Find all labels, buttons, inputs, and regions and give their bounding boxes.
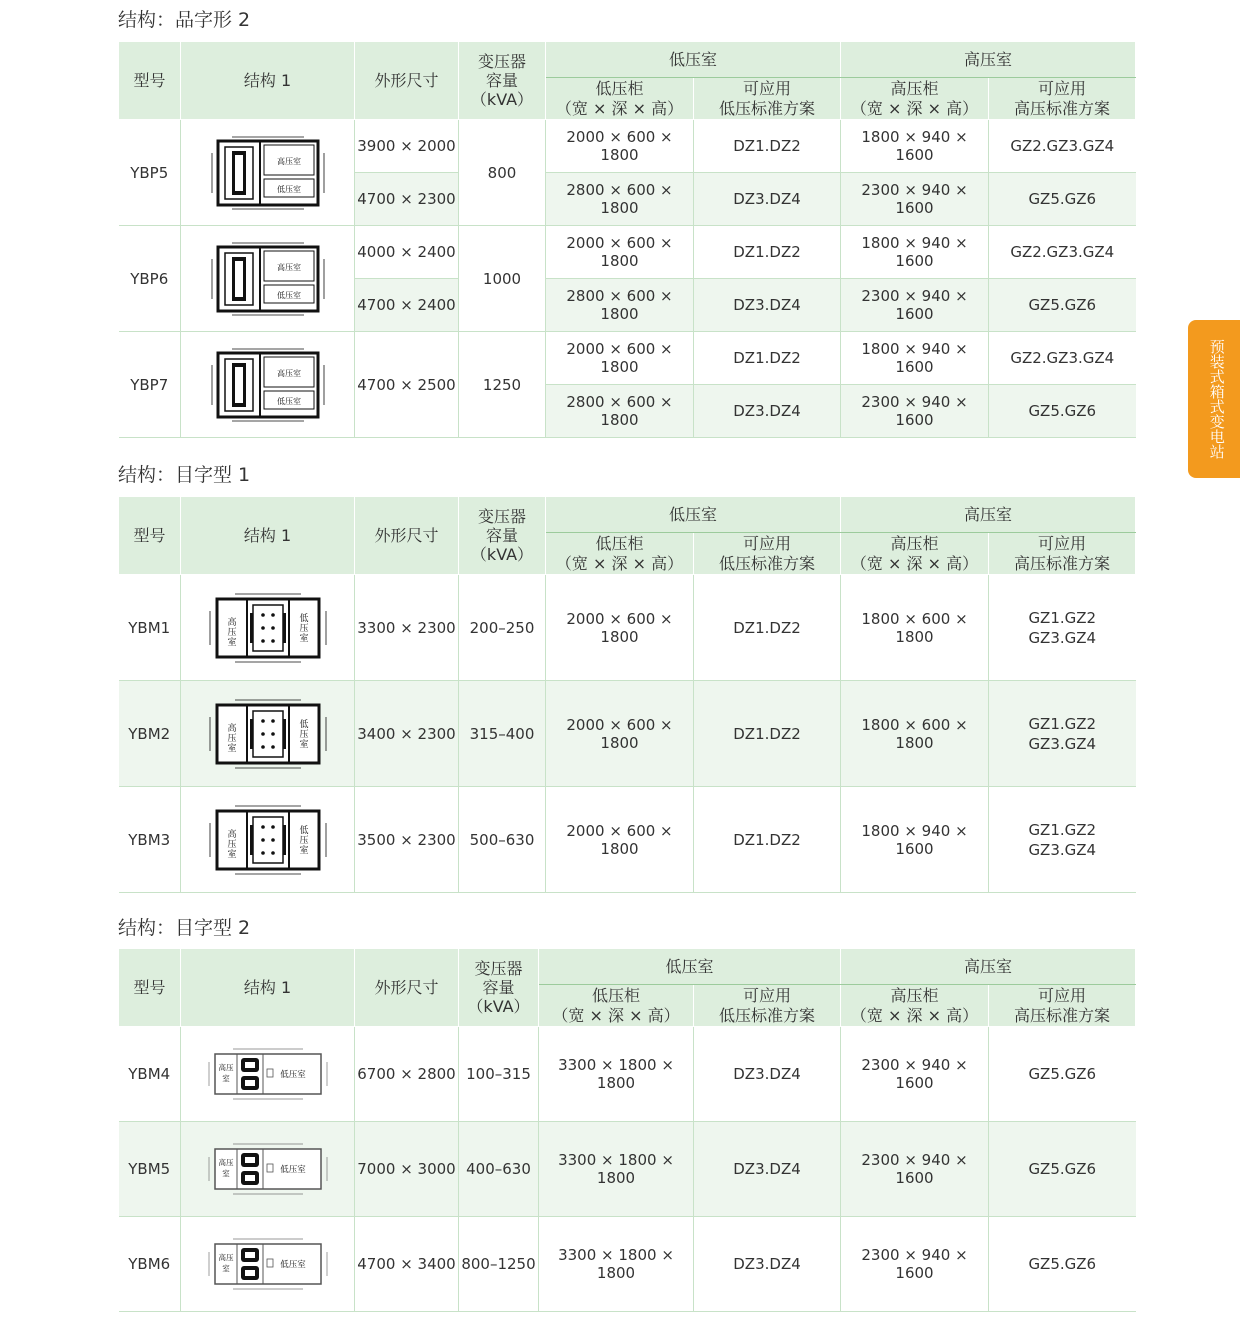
capacity-cell: 100–315 [459,1027,539,1122]
high-cabinet-cell: 2300 × 940 × 1600 [841,1027,989,1122]
low-room-text: 低压室 [276,184,301,194]
dimension-cell: 4700 × 2300 [355,173,459,226]
high-cabinet-cell: 2300 × 940 × 1600 [841,173,989,226]
structure-diagram-cell [181,120,355,226]
low-cabinet-cell: 2000 × 600 × 1800 [546,120,694,173]
model-cell: YBM3 [119,787,181,893]
svg-text:高: 高 [226,829,237,840]
high-plan-cell: GZ1.GZ2 GZ3.GZ4 [989,575,1136,681]
dimension-cell: 3500 × 2300 [355,787,459,893]
low-plan-cell: DZ1.DZ2 [694,681,841,787]
high-plan-cell: GZ5.GZ6 [989,1122,1136,1217]
high-cabinet-cell: 1800 × 600 × 1800 [841,575,989,681]
header-low-plan: 可应用 低压标准方案 [694,985,841,1027]
svg-text:压: 压 [298,623,309,634]
high-cabinet-cell: 1800 × 940 × 1600 [841,332,989,385]
low-room-text: 低压室 [276,290,301,300]
high-room-text: 高压室 [276,368,301,378]
svg-text:高压: 高压 [218,1158,233,1167]
svg-text:室: 室 [226,849,237,860]
high-plan-cell: GZ1.GZ2 GZ3.GZ4 [989,681,1136,787]
svg-text:室: 室 [221,1264,230,1273]
structure-diagram-cell [181,787,355,893]
mu-layout-diagram [205,591,331,665]
model-cell: YBM1 [119,575,181,681]
low-cabinet-cell: 2000 × 600 × 1800 [546,226,694,279]
header-structure: 结构 1 [181,949,355,1027]
model-cell: YBP6 [119,226,181,332]
high-plan-cell: GZ5.GZ6 [989,1027,1136,1122]
low-plan-cell: DZ1.DZ2 [694,226,841,279]
low-cabinet-cell: 3300 × 1800 × 1800 [539,1027,694,1122]
capacity-cell: 315–400 [459,681,546,787]
svg-text:室: 室 [221,1074,230,1083]
svg-text:高: 高 [226,723,237,734]
dimension-cell: 4000 × 2400 [355,226,459,279]
low-plan-cell: DZ3.DZ4 [694,1122,841,1217]
header-structure: 结构 1 [181,497,355,575]
svg-text:室: 室 [298,739,309,750]
capacity-cell: 200–250 [459,575,546,681]
svg-text:压: 压 [226,733,237,744]
low-cabinet-cell: 2000 × 600 × 1800 [546,332,694,385]
structure-diagram-cell [181,681,355,787]
svg-text:室: 室 [298,633,309,644]
low-cabinet-cell: 2000 × 600 × 1800 [546,575,694,681]
high-cabinet-cell: 1800 × 600 × 1800 [841,681,989,787]
low-room-text: 低压室 [276,396,301,406]
high-plan-cell: GZ2.GZ3.GZ4 [989,226,1136,279]
high-plan-cell: GZ5.GZ6 [989,279,1136,332]
header-high-cabinet: 高压柜 （宽 × 深 × 高） [841,78,989,120]
svg-text:室: 室 [221,1169,230,1178]
table-row [119,681,1136,787]
header-dimensions: 外形尺寸 [355,497,459,575]
header-model: 型号 [119,497,181,575]
structure-diagram-cell [181,575,355,681]
header-high-plan: 可应用 高压标准方案 [989,533,1136,575]
low-cabinet-cell: 2800 × 600 × 1800 [546,385,694,438]
section-title: 结构：品字形 2 [118,9,251,31]
table-row [119,1027,1136,1122]
low-cabinet-cell: 2800 × 600 × 1800 [546,173,694,226]
structure-diagram-cell [181,1217,355,1312]
dimension-cell: 3300 × 2300 [355,575,459,681]
capacity-cell: 1000 [459,226,546,332]
header-dimensions: 外形尺寸 [355,42,459,120]
svg-text:高: 高 [226,617,237,628]
low-room-text: 低压室 [279,1165,306,1175]
high-cabinet-cell: 2300 × 940 × 1600 [841,1217,989,1312]
capacity-cell: 800 [459,120,546,226]
spec-table [118,496,1136,893]
header-low-room: 低压室 [546,497,841,533]
capacity-cell: 800–1250 [459,1217,539,1312]
svg-text:低: 低 [298,825,309,836]
header-dimensions: 外形尺寸 [355,949,459,1027]
low-plan-cell: DZ1.DZ2 [694,575,841,681]
header-high-plan: 可应用 高压标准方案 [989,78,1136,120]
low-plan-cell: DZ3.DZ4 [694,385,841,438]
header-low-plan: 可应用 低压标准方案 [694,78,841,120]
high-cabinet-cell: 2300 × 940 × 1600 [841,385,989,438]
dimension-cell: 7000 × 3000 [355,1122,459,1217]
high-cabinet-cell: 1800 × 940 × 1600 [841,226,989,279]
svg-text:压: 压 [226,839,237,850]
header-low-plan: 可应用 低压标准方案 [694,533,841,575]
header-low-cabinet: 低压柜 （宽 × 深 × 高） [546,533,694,575]
section-title: 结构：目字型 1 [118,464,251,486]
high-room-text: 高压室 [276,156,301,166]
high-plan-cell: GZ5.GZ6 [989,385,1136,438]
header-model: 型号 [119,949,181,1027]
table-row [119,1217,1136,1312]
low-cabinet-cell: 3300 × 1800 × 1800 [539,1217,694,1312]
dimension-cell: 3900 × 2000 [355,120,459,173]
svg-text:高压: 高压 [218,1253,233,1262]
header-capacity: 变压器 容量 （kVA） [459,949,539,1027]
high-room-text: 高压室 [276,262,301,272]
spec-table [118,41,1136,438]
model-cell: YBP7 [119,332,181,438]
high-cabinet-cell: 1800 × 940 × 1600 [841,120,989,173]
dimension-cell: 4700 × 3400 [355,1217,459,1312]
header-low-cabinet: 低压柜 （宽 × 深 × 高） [539,985,694,1027]
pin-layout-diagram [208,239,328,319]
low-plan-cell: DZ3.DZ4 [694,279,841,332]
svg-text:室: 室 [226,637,237,648]
header-high-cabinet: 高压柜 （宽 × 深 × 高） [841,533,989,575]
mu2-layout-diagram [205,1236,331,1292]
high-cabinet-cell: 1800 × 940 × 1600 [841,787,989,893]
low-cabinet-cell: 2800 × 600 × 1800 [546,279,694,332]
structure-diagram-cell [181,332,355,438]
header-structure: 结构 1 [181,42,355,120]
capacity-cell: 400–630 [459,1122,539,1217]
pin-layout-diagram [208,345,328,425]
low-cabinet-cell: 2000 × 600 × 1800 [546,787,694,893]
low-plan-cell: DZ3.DZ4 [694,1217,841,1312]
svg-text:压: 压 [226,627,237,638]
header-high-room: 高压室 [841,497,1136,533]
low-room-text: 低压室 [279,1260,306,1270]
low-plan-cell: DZ1.DZ2 [694,332,841,385]
header-low-room: 低压室 [539,949,841,985]
side-category-tab[interactable]: 预装式箱式变电站 [1188,320,1240,478]
mu2-layout-diagram [205,1046,331,1102]
header-low-cabinet: 低压柜 （宽 × 深 × 高） [546,78,694,120]
table-row [119,332,1136,385]
dimension-cell: 4700 × 2400 [355,279,459,332]
low-plan-cell: DZ3.DZ4 [694,173,841,226]
model-cell: YBM4 [119,1027,181,1122]
structure-diagram-cell [181,226,355,332]
pin-layout-diagram [208,133,328,213]
low-plan-cell: DZ3.DZ4 [694,1027,841,1122]
svg-text:室: 室 [226,743,237,754]
dimension-cell: 6700 × 2800 [355,1027,459,1122]
high-plan-cell: GZ2.GZ3.GZ4 [989,332,1136,385]
high-cabinet-cell: 2300 × 940 × 1600 [841,279,989,332]
high-cabinet-cell: 2300 × 940 × 1600 [841,1122,989,1217]
low-cabinet-cell: 2000 × 600 × 1800 [546,681,694,787]
svg-text:室: 室 [298,845,309,856]
table-row [119,120,1136,173]
svg-text:低: 低 [298,719,309,730]
header-capacity: 变压器 容量 （kVA） [459,42,546,120]
mu2-layout-diagram [205,1141,331,1197]
header-high-room: 高压室 [841,949,1136,985]
dimension-cell: 3400 × 2300 [355,681,459,787]
model-cell: YBP5 [119,120,181,226]
dimension-cell: 4700 × 2500 [355,332,459,438]
header-capacity: 变压器 容量 （kVA） [459,497,546,575]
mu-layout-diagram [205,697,331,771]
header-high-cabinet: 高压柜 （宽 × 深 × 高） [841,985,989,1027]
low-plan-cell: DZ1.DZ2 [694,787,841,893]
spec-table [118,948,1136,1312]
high-plan-cell: GZ1.GZ2 GZ3.GZ4 [989,787,1136,893]
header-low-room: 低压室 [546,42,841,78]
table-row [119,575,1136,681]
table-row [119,787,1136,893]
high-plan-cell: GZ5.GZ6 [989,173,1136,226]
svg-text:低: 低 [298,613,309,624]
table-row [119,226,1136,279]
capacity-cell: 1250 [459,332,546,438]
model-cell: YBM6 [119,1217,181,1312]
mu-layout-diagram [205,803,331,877]
svg-text:压: 压 [298,729,309,740]
model-cell: YBM5 [119,1122,181,1217]
low-cabinet-cell: 3300 × 1800 × 1800 [539,1122,694,1217]
svg-text:高压: 高压 [218,1063,233,1072]
low-room-text: 低压室 [279,1070,306,1080]
model-cell: YBM2 [119,681,181,787]
capacity-cell: 500–630 [459,787,546,893]
svg-text:压: 压 [298,835,309,846]
table-row [119,1122,1136,1217]
structure-diagram-cell [181,1122,355,1217]
structure-diagram-cell [181,1027,355,1122]
section-title: 结构：目字型 2 [118,917,251,939]
high-plan-cell: GZ5.GZ6 [989,1217,1136,1312]
high-plan-cell: GZ2.GZ3.GZ4 [989,120,1136,173]
low-plan-cell: DZ1.DZ2 [694,120,841,173]
header-model: 型号 [119,42,181,120]
header-high-room: 高压室 [841,42,1136,78]
header-high-plan: 可应用 高压标准方案 [989,985,1136,1027]
